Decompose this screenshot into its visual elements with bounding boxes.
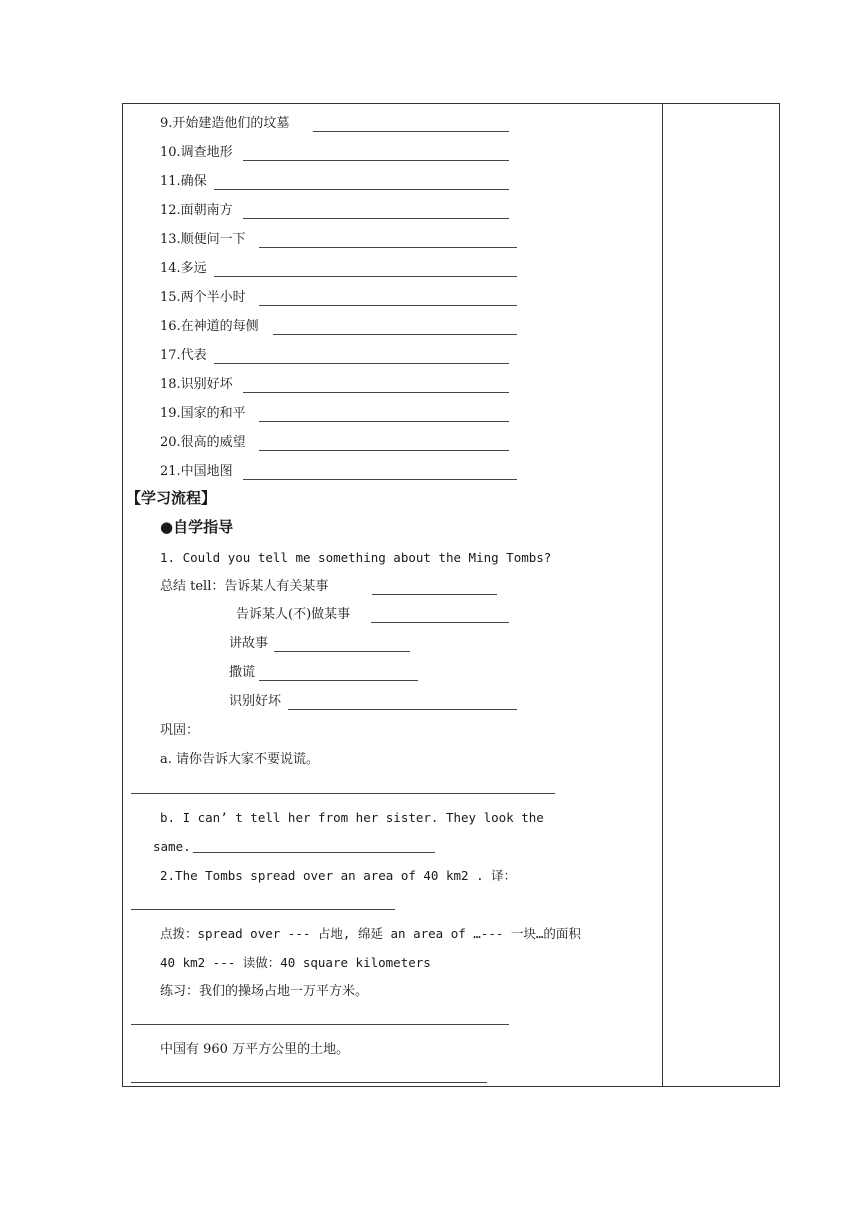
vocab-item-10: 10.调查地形 xyxy=(160,145,233,160)
vocab-item-15: 15.两个半小时 xyxy=(160,290,246,305)
answer-line[interactable] xyxy=(259,421,509,422)
summary-item: 识别好坏 xyxy=(229,694,282,709)
vocab-item-11: 11.确保 xyxy=(160,174,207,189)
exercise-b-cont: same. xyxy=(153,839,191,854)
answer-line[interactable] xyxy=(243,479,517,480)
vocab-item-18: 18.识别好坏 xyxy=(160,377,233,392)
summary-item: 告诉某人(不)做某事 xyxy=(236,607,351,622)
answer-line[interactable] xyxy=(243,218,509,219)
vocab-item-9: 9.开始建造他们的坟墓 xyxy=(160,116,290,131)
vocab-item-13: 13.顺便问一下 xyxy=(160,232,246,247)
vocab-item-14: 14.多远 xyxy=(160,261,207,276)
answer-line[interactable] xyxy=(274,651,410,652)
tip-text-2: 40 km2 --- 读做：40 square kilometers xyxy=(160,955,431,970)
summary-item: 讲故事 xyxy=(229,636,269,651)
answer-line[interactable] xyxy=(259,305,517,306)
vocab-item-21: 21.中国地图 xyxy=(160,464,233,479)
answer-line[interactable] xyxy=(288,709,517,710)
answer-line[interactable] xyxy=(214,189,509,190)
answer-line[interactable] xyxy=(243,392,509,393)
answer-line[interactable] xyxy=(313,131,509,132)
vocab-item-20: 20.很高的威望 xyxy=(160,435,246,450)
section-title: 【学习流程】 xyxy=(126,489,217,507)
answer-line[interactable] xyxy=(243,160,509,161)
vocab-item-12: 12.面朝南方 xyxy=(160,203,233,218)
exercise-a: a. 请你告诉大家不要说谎。 xyxy=(160,752,320,767)
exercise-b: b. I can’ t tell her from her sister. They look the xyxy=(160,810,544,825)
vocab-item-17: 17.代表 xyxy=(160,348,207,363)
answer-line[interactable] xyxy=(273,334,517,335)
answer-line[interactable] xyxy=(259,450,509,451)
subsection-title: ●自学指导 xyxy=(160,518,234,536)
consolidate-label: 巩固： xyxy=(160,723,200,738)
summary-label: 总结 tell：告诉某人有关某事 xyxy=(160,579,329,594)
answer-line[interactable] xyxy=(131,793,555,794)
vocab-item-19: 19.国家的和平 xyxy=(160,406,246,421)
practice-prompt: 练习：我们的操场占地一万平方米。 xyxy=(160,984,369,999)
tip-text: 点拨：spread over --- 占地, 绵延 an area of …--- 一块…的面积 xyxy=(160,926,581,941)
table-divider xyxy=(662,103,663,1087)
answer-line[interactable] xyxy=(214,276,517,277)
answer-line[interactable] xyxy=(131,1024,509,1025)
answer-line[interactable] xyxy=(193,852,435,853)
question-2: 2.The Tombs spread over an area of 40 km2 . 译： xyxy=(160,868,517,883)
answer-line[interactable] xyxy=(259,680,418,681)
answer-line[interactable] xyxy=(372,594,497,595)
question-1: 1. Could you tell me something about the Ming Tombs? xyxy=(160,550,552,565)
answer-line[interactable] xyxy=(131,1082,487,1083)
summary-item: 撒谎 xyxy=(229,665,256,680)
answer-line[interactable] xyxy=(371,622,509,623)
practice-prompt-2: 中国有 960 万平方公里的土地。 xyxy=(160,1042,350,1057)
answer-line[interactable] xyxy=(214,363,509,364)
vocab-item-16: 16.在神道的每侧 xyxy=(160,319,259,334)
answer-line[interactable] xyxy=(131,909,395,910)
answer-line[interactable] xyxy=(259,247,517,248)
